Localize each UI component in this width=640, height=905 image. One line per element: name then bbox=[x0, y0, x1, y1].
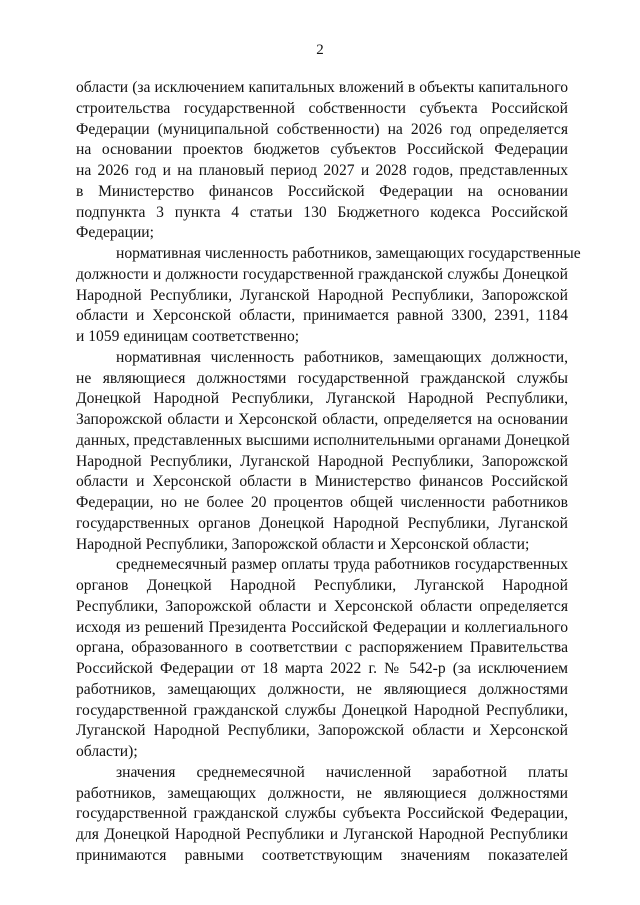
text-line: работников, замещающих должности, не являющиеся должностями bbox=[76, 680, 568, 698]
paragraph bbox=[76, 763, 568, 867]
text-line: Запорожской области и Херсонской области, определяется на основании bbox=[76, 411, 568, 428]
text-line: и 1059 единицам соответственно; bbox=[76, 328, 300, 345]
text-line: Федерации; bbox=[76, 224, 154, 242]
text-line: Российской Федерации от 18 марта 2022 г. № 542-р (за исключением bbox=[76, 660, 568, 677]
text-line: среднемесячный размер оплаты труда работников государственных bbox=[116, 556, 568, 574]
text-line: Республики, Запорожской области и Херсонской области определяется bbox=[76, 597, 568, 615]
text-line: области (за исключением капитальных вложений в объекты капитального bbox=[76, 79, 568, 96]
text-line: работников, замещающих должности, не являющиеся должностями bbox=[76, 784, 568, 802]
text-line: государственной гражданской службы Донецкой Народной Республики, bbox=[76, 701, 568, 719]
text-line: Федерации, но не более 20 процентов общей численности работников bbox=[76, 494, 568, 511]
text-line: государственных органов Донецкой Народной Республики, Луганской bbox=[76, 514, 568, 532]
text-line: Народной Республики, Луганской Народной Республики, Запорожской bbox=[76, 452, 568, 470]
page-number: 2 bbox=[316, 42, 324, 58]
paragraph bbox=[76, 348, 568, 556]
text-line: подпункта 3 пункта 4 статьи 130 Бюджетного кодекса Российской bbox=[76, 203, 568, 221]
document-body bbox=[76, 78, 581, 867]
text-line: области и Херсонской области, принимается равной 3300, 2391, 1184 bbox=[76, 307, 568, 325]
text-line: органа, образованного в соответствии с распоряжением Правительства bbox=[76, 639, 568, 657]
text-line: не являющиеся должностями государственной гражданской службы bbox=[76, 369, 568, 387]
paragraph bbox=[76, 78, 568, 244]
text-line: государственной гражданской службы субъекта Российской Федерации, bbox=[76, 805, 568, 823]
text-line: данных, представленных высшими исполнительными органами Донецкой bbox=[76, 431, 570, 449]
text-line: для Донецкой Народной Республики и Луганской Народной Республики bbox=[76, 826, 568, 843]
text-line: принимаются равными соответствующим значениям показателей bbox=[76, 846, 568, 864]
text-line: на основании проектов бюджетов субъектов Российской Федерации bbox=[76, 141, 568, 159]
text-line: Народной Республики, Запорожской области и Херсонской области; bbox=[76, 535, 530, 553]
text-line: значения среднемесячной начисленной заработной платы bbox=[116, 763, 568, 781]
text-line: на 2026 год и на плановый период 2027 и 2028 годов, представленных bbox=[76, 162, 568, 179]
text-line: нормативная численность работников, замещающих должности, bbox=[116, 348, 568, 366]
text-line: области и Херсонской области в Министерство финансов Российской bbox=[76, 473, 568, 491]
text-line: органов Донецкой Народной Республики, Луганской Народной bbox=[76, 577, 568, 594]
text-line: исходя из решений Президента Российской Федерации и коллегиального bbox=[76, 618, 568, 636]
paragraph bbox=[76, 244, 581, 348]
paragraph bbox=[76, 555, 568, 763]
text-line: Луганской Народной Республики, Запорожской области и Херсонской bbox=[76, 722, 568, 740]
text-line: в Министерство финансов Российской Федерации на основании bbox=[76, 182, 568, 200]
text-line: Федерации (муниципальной собственности) на 2026 год определяется bbox=[76, 120, 568, 138]
text-line: нормативная численность работников, замещающих государственные bbox=[116, 245, 581, 262]
text-line: Народной Республики, Луганской Народной Республики, Запорожской bbox=[76, 286, 568, 304]
text-line: области); bbox=[76, 743, 138, 760]
text-line: строительства государственной собственности субъекта Российской bbox=[76, 99, 568, 117]
text-line: Донецкой Народной Республики, Луганской Народной Республики, bbox=[76, 390, 568, 408]
text-line: должности и должности государственной гражданской службы Донецкой bbox=[76, 265, 568, 283]
